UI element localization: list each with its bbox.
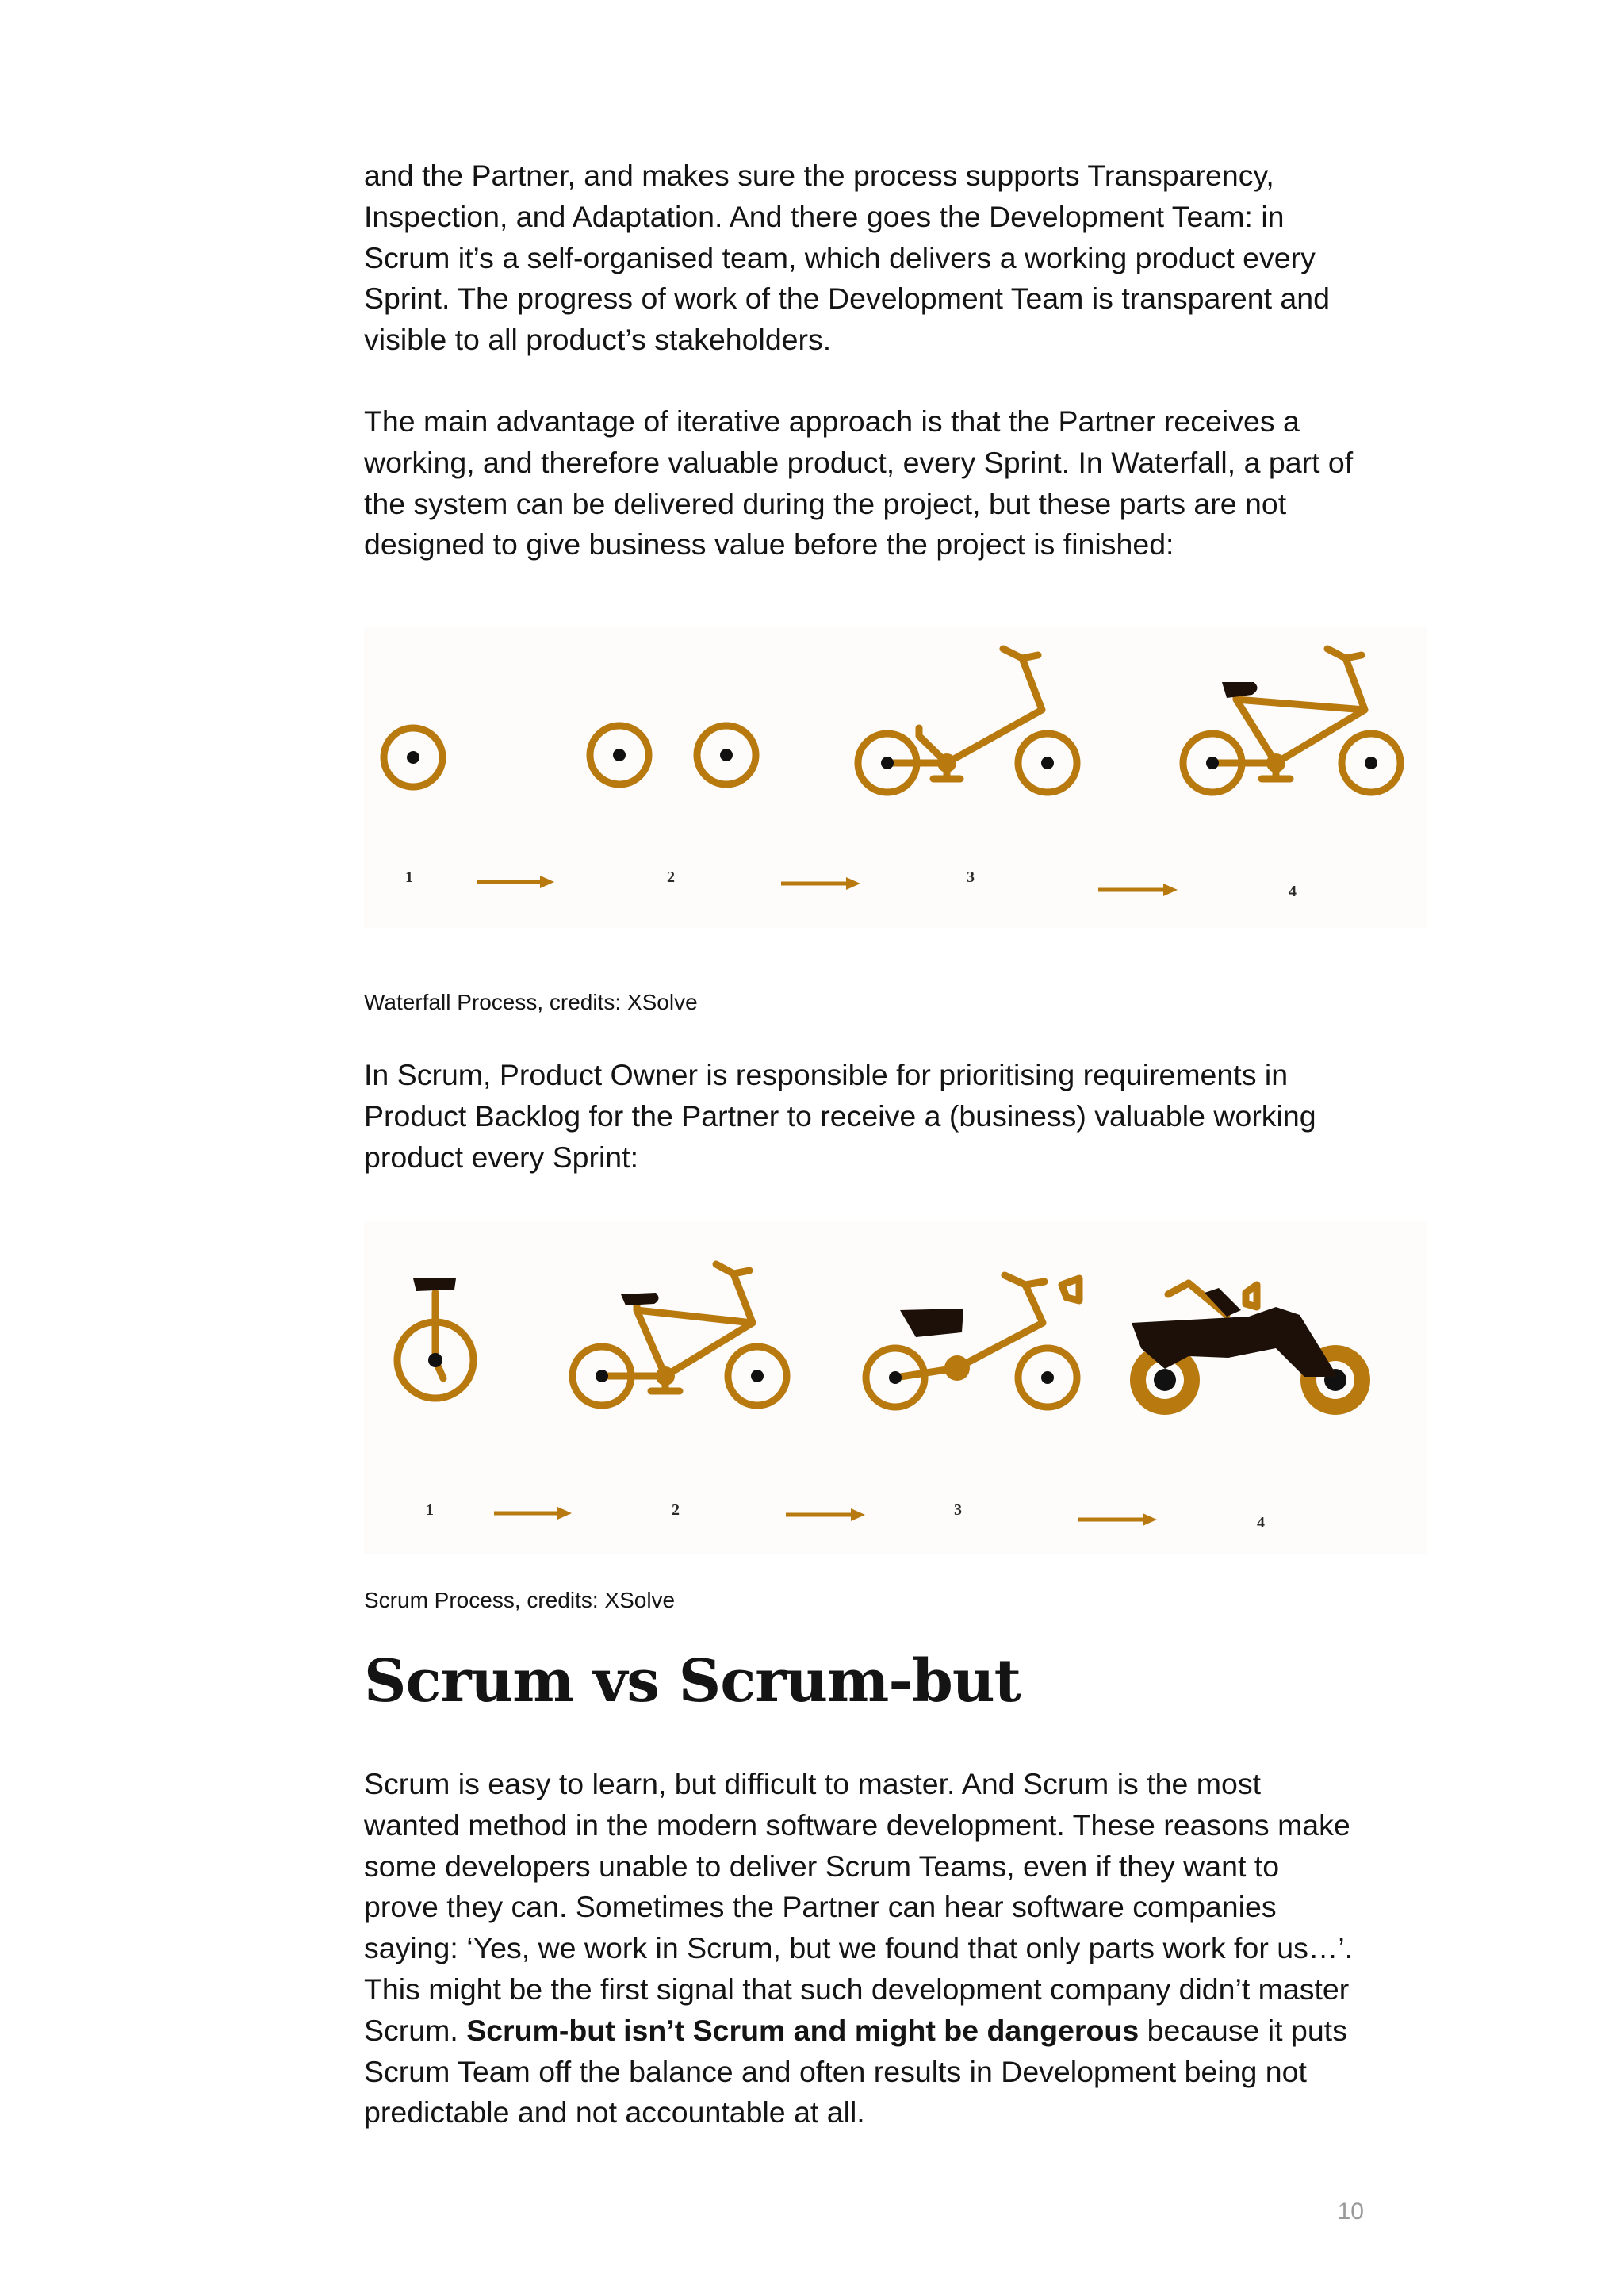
text-line: Product Backlog for the Partner to receive a (business) valuable working — [364, 1098, 1316, 1133]
step-label: 1 — [405, 868, 413, 886]
text-line: saying: ‘Yes, we work in Scrum, but we found that only parts work for us…’. — [364, 1931, 1354, 1965]
text-line: wanted method in the modern software development. These reasons make — [364, 1807, 1350, 1842]
text-line: the system can be delivered during the project, but these parts are not — [364, 486, 1287, 520]
text-line: working, and therefore valuable product, every Sprint. In Waterfall, a part of — [364, 445, 1354, 479]
waterfall-process-illustration — [364, 627, 1427, 928]
step-label: 4 — [1289, 883, 1297, 900]
paragraph-scrum-but — [364, 1764, 1395, 2133]
text-line: designed to give business value before the project is finished: — [364, 527, 1174, 562]
step-label: 2 — [667, 868, 675, 886]
step-label: 3 — [954, 1501, 962, 1519]
bold-emphasis: Scrum-but isn’t Scrum and might be dangerous — [466, 2013, 1139, 2047]
paragraph-iterative-advantage — [364, 401, 1395, 565]
text-line: Inspection, and Adaptation. And there goes the Development Team: in — [364, 199, 1285, 233]
text-line: Sprint. The progress of work of the Development Team is transparent and — [364, 282, 1330, 316]
text-line: some developers unable to deliver Scrum Teams, even if they want to — [364, 1849, 1280, 1883]
figure-caption-waterfall: Waterfall Process, credits: XSolve — [364, 990, 698, 1014]
paragraph-product-owner — [364, 1055, 1395, 1178]
text-run: because it puts — [1139, 2013, 1347, 2047]
text-line: product every Sprint: — [364, 1140, 638, 1174]
text-line: In Scrum, Product Owner is responsible for prioritising requirements in — [364, 1058, 1289, 1091]
page-number: 10 — [1337, 2198, 1364, 2225]
text-line — [364, 2010, 1395, 2052]
text-line: Scrum it’s a self-organised team, which delivers a working product every — [364, 240, 1316, 274]
figure-caption-scrum: Scrum Process, credits: XSolve — [364, 1588, 676, 1612]
text-line: This might be the first signal that such development company didn’t master — [364, 1972, 1350, 2006]
step-label: 4 — [1257, 1514, 1265, 1531]
text-line: visible to all product’s stakeholders. — [364, 323, 832, 357]
section-heading: Scrum vs Scrum-but — [364, 1647, 1021, 1715]
text-line: Scrum Team off the balance and often results in Development being not — [364, 2054, 1307, 2088]
text-run: Scrum. — [364, 2013, 467, 2047]
text-line: predictable and not accountable at all. — [364, 2095, 865, 2129]
text-line: Scrum is easy to learn, but difficult to master. And Scrum is the most — [364, 1767, 1262, 1800]
text-line: prove they can. Sometimes the Partner can hear software companies — [364, 1890, 1277, 1924]
step-label: 1 — [426, 1501, 434, 1519]
step-label: 3 — [967, 868, 975, 886]
paragraph-process-roles — [364, 155, 1395, 361]
text-line: and the Partner, and makes sure the process supports Transparency, — [364, 159, 1274, 192]
step-label: 2 — [672, 1501, 680, 1519]
scrum-process-illustration — [364, 1221, 1427, 1554]
text-line: The main advantage of iterative approach is that the Partner receives a — [364, 404, 1300, 438]
